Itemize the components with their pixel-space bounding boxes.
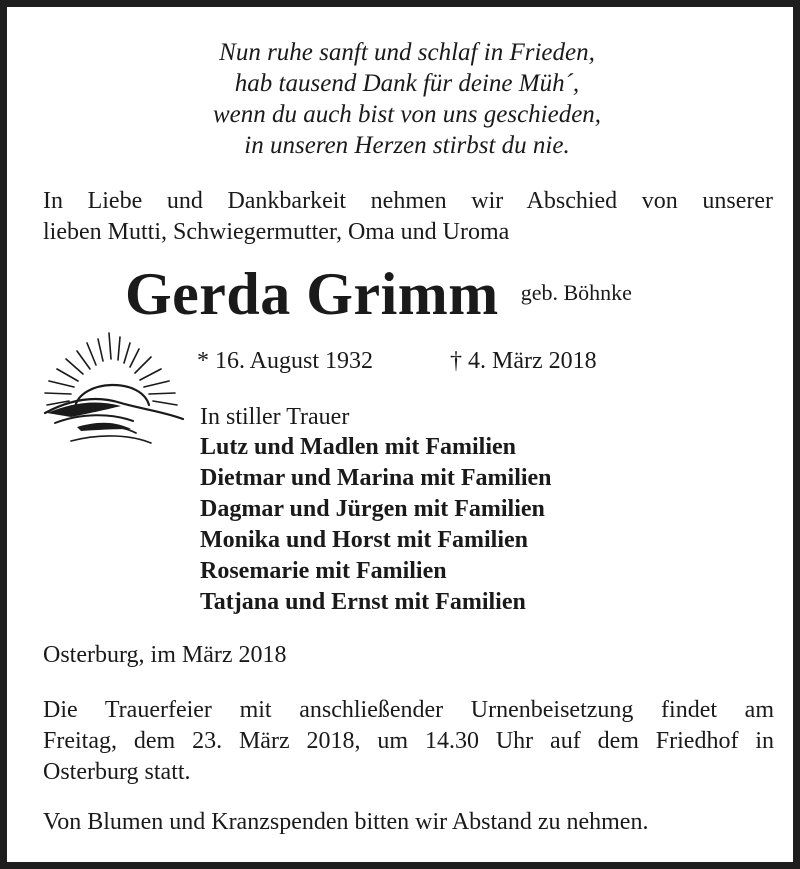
- mourner-family: Tatjana und Ernst mit Familien: [200, 589, 526, 615]
- birth-name: geb. Böhnke: [520, 280, 632, 305]
- intro-line: In Liebe und Dankbarkeit nehmen wir Abschied von unserer: [43, 188, 773, 214]
- funeral-service-info: [43, 695, 774, 788]
- flowers-note: Von Blumen und Kranzspenden bitten wir Abstand zu nehmen.: [43, 809, 649, 835]
- sunset-over-hills-icon: [41, 329, 191, 449]
- place-and-date: Osterburg, im März 2018: [43, 642, 287, 668]
- death-date: † 4. März 2018: [450, 348, 597, 374]
- service-line: Osterburg statt.: [43, 759, 191, 785]
- birth-date: * 16. August 1932: [197, 348, 374, 374]
- deceased-name: Gerda Grimm: [125, 261, 499, 327]
- service-line: Freitag, dem 23. März 2018, um 14.30 Uhr auf dem Friedhof in: [43, 728, 774, 754]
- mourning-heading: In stiller Trauer: [200, 404, 350, 430]
- mourner-family: Dagmar und Jürgen mit Familien: [200, 496, 545, 522]
- poem-line: in unseren Herzen stirbst du nie.: [244, 132, 570, 159]
- deceased-name-row: [125, 261, 632, 327]
- poem-line: Nun ruhe sanft und schlaf in Frieden,: [219, 39, 595, 66]
- mourner-family: Rosemarie mit Familien: [200, 558, 447, 584]
- memorial-poem: [7, 37, 800, 161]
- farewell-intro: [43, 186, 773, 248]
- intro-line: lieben Mutti, Schwiegermutter, Oma und Uroma: [43, 219, 510, 245]
- mourners-list: [200, 432, 552, 618]
- poem-line: hab tausend Dank für deine Müh´,: [234, 70, 580, 97]
- mourner-family: Lutz und Madlen mit Familien: [200, 434, 517, 460]
- mourner-family: Dietmar und Marina mit Familien: [200, 465, 552, 491]
- poem-line: wenn du auch bist von uns geschieden,: [212, 101, 602, 128]
- service-line: Die Trauerfeier mit anschließender Urnenbeisetzung findet am: [43, 697, 774, 723]
- mourner-family: Monika und Horst mit Familien: [200, 527, 529, 553]
